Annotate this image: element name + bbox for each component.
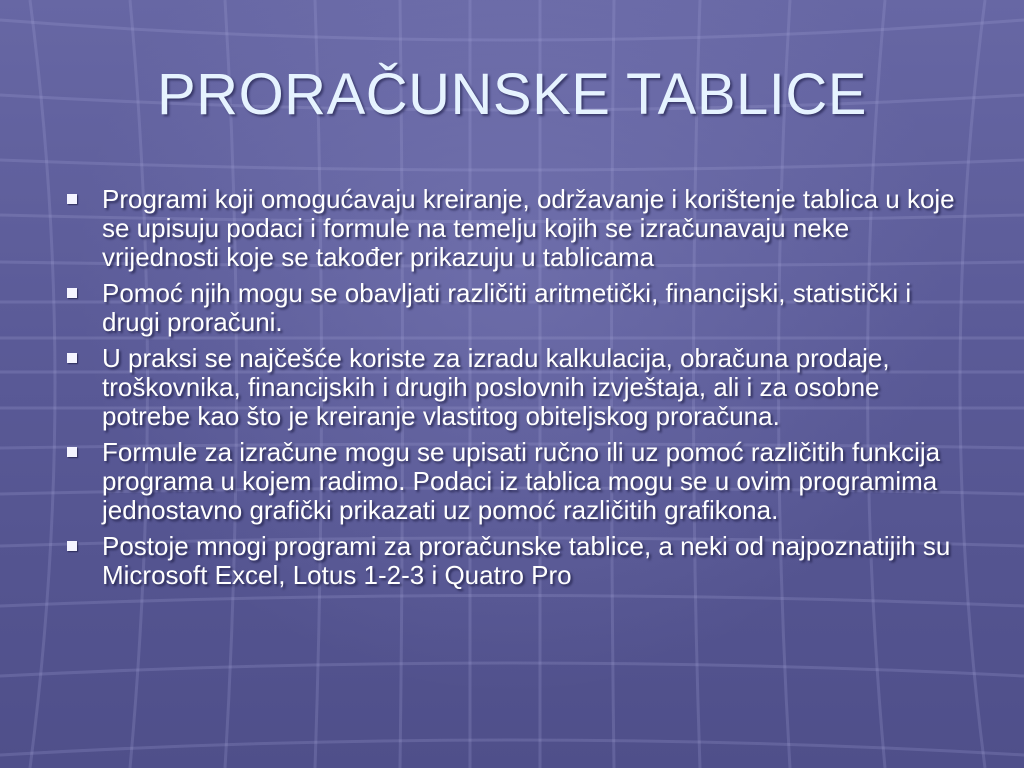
bullet-item xyxy=(62,279,962,337)
bullet-list xyxy=(62,185,962,597)
bullet-item xyxy=(62,438,962,525)
square-bullet-icon xyxy=(67,194,77,204)
bullet-text: Pomoć njih mogu se obavljati različiti aritmetički, financijski, statistički i drugi proračuni. xyxy=(102,278,912,337)
square-bullet-icon xyxy=(67,353,77,363)
bullet-item xyxy=(62,185,962,272)
bullet-text: U praksi se najčešće koriste za izradu kalkulacija, obračuna prodaje, troškovnika, financijskih i drugih poslovnih izvještaja, ali i za osobne potrebe kao što je kreiranje vlastitog obiteljskog proračuna. xyxy=(102,343,890,431)
bullet-item xyxy=(62,344,962,431)
square-bullet-icon xyxy=(67,541,77,551)
square-bullet-icon xyxy=(67,288,77,298)
bullet-text: Formule za izračune mogu se upisati ručno ili uz pomoć različitih funkcija programa u kojem radimo. Podaci iz tablica mogu se u ovim programima jednostavno grafički prikazati uz pomoć različitih grafikona. xyxy=(102,437,941,525)
slide-title: PRORAČUNSKE TABLICE xyxy=(157,62,867,127)
bullet-item xyxy=(62,532,962,590)
bullet-text: Programi koji omogućavaju kreiranje, održavanje i korištenje tablica u koje se upisuju podaci i formule na temelju kojih se izračunavaju neke vrijednosti koje se također prikazuju u tablicama xyxy=(102,184,955,272)
bullet-text: Postoje mnogi programi za proračunske tablice, a neki od najpoznatijih su Microsoft Excel, Lotus 1-2-3 i Quatro Pro xyxy=(102,531,951,590)
square-bullet-icon xyxy=(67,447,77,457)
